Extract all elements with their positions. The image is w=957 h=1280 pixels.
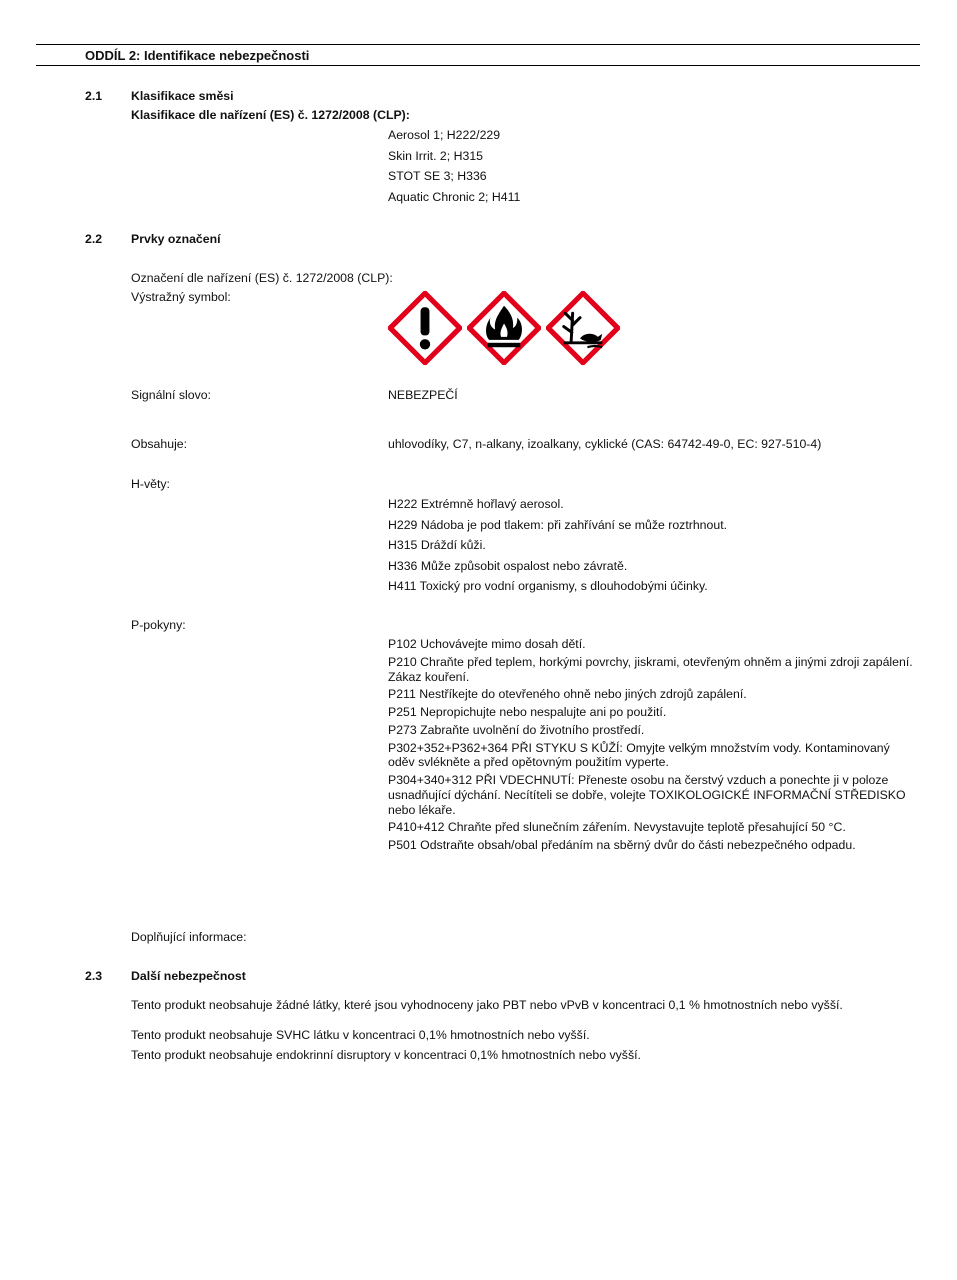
p-statement: P302+352+P362+364 PŘI STYKU S KŮŽÍ: Omyjte velkým množstvím vody. Kontaminovaný oděv svlékněte a před opětovným použitím vyperte.	[388, 740, 890, 770]
classification-item: Aerosol 1; H222/229	[388, 128, 501, 142]
exclamation-mark-pictogram	[388, 291, 462, 365]
symbol-label: Výstražný symbol:	[131, 290, 231, 304]
contains-value: uhlovodíky, C7, n-alkany, izoalkany, cyklické (CAS: 64742-49-0, EC: 927-510-4)	[388, 437, 822, 451]
s21-heading: Klasifikace směsi	[131, 89, 234, 103]
section-top-rule	[36, 44, 920, 45]
signal-word-value: NEBEZPEČÍ	[388, 388, 458, 402]
s21-number: 2.1	[85, 89, 103, 103]
s23-heading: Další nebezpečnost	[131, 969, 246, 983]
section-bottom-rule	[36, 65, 920, 66]
s21-subheading: Klasifikace dle nařízení (ES) č. 1272/2008 (CLP):	[131, 108, 410, 122]
h-statements-label: H-věty:	[131, 477, 170, 491]
h-statement: H315 Dráždí kůži.	[388, 538, 486, 553]
s23-paragraph: Tento produkt neobsahuje SVHC látku v koncentraci 0,1% hmotnostních nebo vyšší.	[131, 1028, 590, 1042]
p-statements-label: P-pokyny:	[131, 618, 186, 632]
p-statement: P273 Zabraňte uvolnění do životního prostředí.	[388, 722, 645, 737]
p-statement: P102 Uchovávejte mimo dosah dětí.	[388, 637, 586, 651]
p-statements-list	[388, 637, 913, 856]
s23-number: 2.3	[85, 969, 103, 983]
p-statement: P304+340+312 PŘI VDECHNUTÍ: Přeneste osobu na čerstvý vzduch a ponechte ji v poloze usnadňující dýchání. Necítíteli se dobře, volejte TOXIKOLOGICKÉ INFORMAČNÍ STŘEDISKO nebo lékaře.	[388, 773, 906, 817]
regulation-label: Označení dle nařízení (ES) č. 1272/2008 (CLP):	[131, 271, 393, 285]
classification-item: Aquatic Chronic 2; H411	[388, 189, 521, 204]
environment-pictogram	[546, 291, 620, 365]
classification-list	[388, 128, 520, 210]
s22-number: 2.2	[85, 232, 103, 246]
p-statement: P211 Nestříkejte do otevřeného ohně nebo jiných zdrojů zapálení.	[388, 687, 747, 702]
s23-paragraph: Tento produkt neobsahuje endokrinní disruptory v koncentraci 0,1% hmotnostních nebo vyšší.	[131, 1048, 641, 1062]
s22-heading: Prvky označení	[131, 232, 221, 246]
section-title: ODDÍL 2: Identifikace nebezpečnosti	[85, 48, 310, 63]
h-statement: H336 Může způsobit ospalost nebo závratě.	[388, 558, 628, 573]
flame-pictogram	[467, 291, 541, 365]
signal-word-label: Signální slovo:	[131, 388, 211, 402]
p-statement: P251 Nepropichujte nebo nespalujte ani po použití.	[388, 705, 667, 719]
s23-paragraph: Tento produkt neobsahuje žádné látky, které jsou vyhodnoceny jako PBT nebo vPvB v koncentraci 0,1 % hmotnostních nebo vyšší.	[131, 998, 843, 1012]
h-statement: H229 Nádoba je pod tlakem: při zahřívání se může roztrhnout.	[388, 517, 728, 532]
p-statement: P210 Chraňte před teplem, horkými povrchy, jiskrami, otevřeným ohněm a jinými zdroji zapálení. Zákaz kouření.	[388, 654, 913, 684]
h-statements-list	[388, 497, 727, 600]
p-statement: P410+412 Chraňte před slunečním zářením. Nevystavujte teplotě přesahující 50 °C.	[388, 820, 846, 835]
additional-info-label: Doplňující informace:	[131, 930, 247, 944]
p-statement: P501 Odstraňte obsah/obal předáním na sběrný dvůr do části nebezpečného odpadu.	[388, 838, 856, 852]
h-statement: H411 Toxický pro vodní organismy, s dlouhodobými účinky.	[388, 579, 708, 594]
classification-item: STOT SE 3; H336	[388, 169, 487, 184]
classification-item: Skin Irrit. 2; H315	[388, 148, 483, 163]
h-statement: H222 Extrémně hořlavý aerosol.	[388, 497, 564, 511]
contains-label: Obsahuje:	[131, 437, 188, 451]
